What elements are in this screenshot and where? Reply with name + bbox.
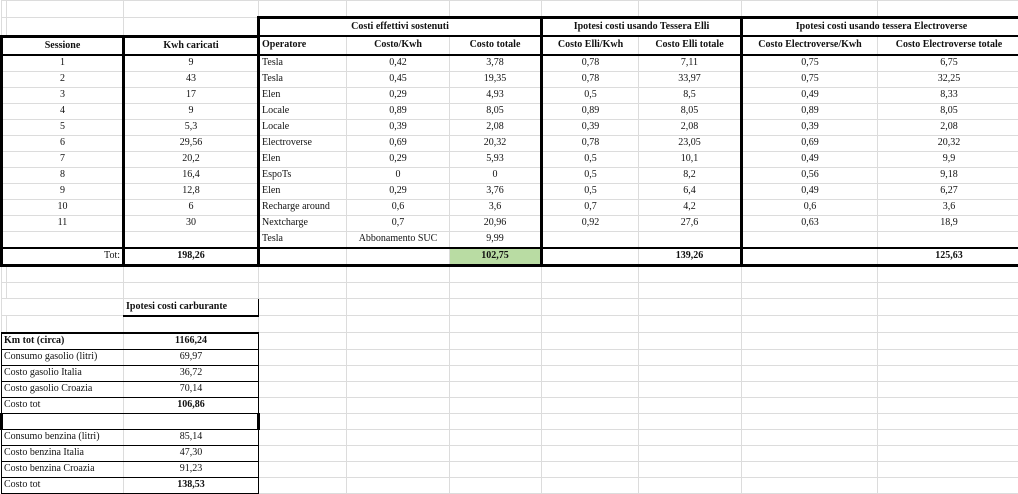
cell-elli-kwh[interactable]: 0,5 (542, 183, 639, 199)
cell-elli-totale[interactable]: 8,5 (639, 87, 742, 103)
cell-costo-kwh[interactable]: 0,45 (347, 71, 450, 87)
fuel-gasolio-label[interactable]: Costo tot (2, 397, 124, 413)
cell-ev-totale[interactable]: 18,9 (878, 215, 1018, 231)
total-ev-totale[interactable]: 125,63 (878, 248, 1018, 266)
total-label[interactable]: Tot: (2, 248, 124, 266)
cell-kwh[interactable]: 17 (124, 87, 259, 103)
cell-ev-kwh[interactable]: 0,49 (742, 87, 878, 103)
cell-ev-kwh[interactable]: 0,49 (742, 183, 878, 199)
total-empty[interactable] (259, 248, 347, 266)
header-elli-kwh[interactable]: Costo Elli/Kwh (542, 36, 639, 55)
cell-ev-kwh[interactable]: 0,6 (742, 199, 878, 215)
cell-sessione[interactable]: 10 (2, 199, 124, 215)
table-row (2, 183, 1018, 199)
cell-ev-totale[interactable]: 8,05 (878, 103, 1018, 119)
header-operatore[interactable]: Operatore (259, 36, 347, 55)
table-row (2, 215, 1018, 231)
table-row (2, 333, 1018, 350)
table-row (2, 135, 1018, 151)
cell-sessione[interactable]: 2 (2, 71, 124, 87)
cell-sessione[interactable]: 3 (2, 87, 124, 103)
cell-ev-totale[interactable]: 6,27 (878, 183, 1018, 199)
cell-sessione[interactable]: 1 (2, 55, 124, 72)
table-row (2, 365, 1018, 381)
cell-costo-totale[interactable]: 19,35 (450, 71, 542, 87)
cell-kwh[interactable]: 9 (124, 103, 259, 119)
cell-elli-totale[interactable]: 8,2 (639, 167, 742, 183)
total-kwh[interactable]: 198,26 (124, 248, 259, 266)
cell-elli-kwh[interactable]: 0,5 (542, 87, 639, 103)
fuel-gasolio-value[interactable]: 106,86 (124, 397, 259, 413)
table-row (2, 167, 1018, 183)
cell-elli-totale[interactable]: 8,05 (639, 103, 742, 119)
cell-operatore[interactable]: Nextcharge (259, 215, 347, 231)
total-empty[interactable] (347, 248, 450, 266)
cell-elli-totale[interactable]: 2,08 (639, 119, 742, 135)
cell-sessione[interactable]: 7 (2, 151, 124, 167)
cell-operatore[interactable]: Elen (259, 87, 347, 103)
cell-operatore[interactable]: Elen (259, 183, 347, 199)
cell-kwh[interactable]: 12,8 (124, 183, 259, 199)
cell-costo-kwh[interactable]: 0,29 (347, 87, 450, 103)
cell-ev-kwh[interactable]: 0,56 (742, 167, 878, 183)
table-row (2, 397, 1018, 413)
cell-ev-kwh[interactable]: 0,39 (742, 119, 878, 135)
total-elli-totale[interactable]: 139,26 (639, 248, 742, 266)
table-row (2, 461, 1018, 477)
fuel-gasolio-value[interactable]: 69,97 (124, 349, 259, 365)
cell-costo-totale[interactable]: 8,05 (450, 103, 542, 119)
cell-sessione[interactable]: 9 (2, 183, 124, 199)
cell-costo-kwh[interactable]: 0,29 (347, 183, 450, 199)
total-costo-totale[interactable]: 102,75 (450, 248, 542, 266)
cell-kwh[interactable]: 43 (124, 71, 259, 87)
cell-sessione[interactable]: 4 (2, 103, 124, 119)
fuel-benzina-value[interactable]: 138,53 (124, 477, 259, 493)
header-costo-totale[interactable]: Costo totale (450, 36, 542, 55)
header-ev-kwh[interactable]: Costo Electroverse/Kwh (742, 36, 878, 55)
cell-elli-totale[interactable]: 23,05 (639, 135, 742, 151)
cell-ev-totale[interactable]: 20,32 (878, 135, 1018, 151)
cell-ev-totale[interactable]: 9,18 (878, 167, 1018, 183)
cell-costo-totale[interactable]: 5,93 (450, 151, 542, 167)
fuel-gasolio-label[interactable]: Consumo gasolio (litri) (2, 349, 124, 365)
cell-kwh[interactable]: 5,3 (124, 119, 259, 135)
table-row (2, 151, 1018, 167)
cell-operatore[interactable]: Locale (259, 119, 347, 135)
table-row (2, 381, 1018, 397)
cell-elli-kwh[interactable] (542, 231, 639, 248)
cell-ev-totale[interactable]: 8,33 (878, 87, 1018, 103)
cell-sessione[interactable]: 11 (2, 215, 124, 231)
fuel-km-label[interactable]: Km tot (circa) (2, 333, 124, 350)
header-kwh[interactable]: Kwh caricati (124, 36, 259, 55)
cell-elli-kwh[interactable]: 0,92 (542, 215, 639, 231)
cell-ev-kwh[interactable] (742, 231, 878, 248)
header-elli-totale[interactable]: Costo Elli totale (639, 36, 742, 55)
table-row (2, 231, 1018, 248)
cell-operatore[interactable]: Locale (259, 103, 347, 119)
table-row (2, 103, 1018, 119)
cell-elli-totale[interactable]: 27,6 (639, 215, 742, 231)
table-row (2, 445, 1018, 461)
cell-operatore[interactable]: Tesla (259, 71, 347, 87)
cell-costo-totale[interactable]: 20,96 (450, 215, 542, 231)
cell-costo-kwh[interactable]: 0,39 (347, 119, 450, 135)
cell-costo-kwh[interactable]: 0,7 (347, 215, 450, 231)
cell-ev-kwh[interactable]: 0,69 (742, 135, 878, 151)
cell-costo-totale[interactable]: 4,93 (450, 87, 542, 103)
cell-elli-totale[interactable] (639, 231, 742, 248)
cell-operatore[interactable]: Tesla (259, 55, 347, 72)
fuel-gasolio-label[interactable]: Costo gasolio Italia (2, 365, 124, 381)
header-ev-totale[interactable]: Costo Electroverse totale (878, 36, 1018, 55)
fuel-benzina-label[interactable]: Costo benzina Croazia (2, 461, 124, 477)
cell-costo-totale[interactable]: 3,78 (450, 55, 542, 72)
cell-ev-totale[interactable] (878, 231, 1018, 248)
cell-kwh[interactable]: 30 (124, 215, 259, 231)
cell-costo-totale[interactable]: 9,99 (450, 231, 542, 248)
cell-sessione[interactable]: 8 (2, 167, 124, 183)
cell-elli-totale[interactable]: 33,97 (639, 71, 742, 87)
cell-kwh[interactable]: 29,56 (124, 135, 259, 151)
cell-ev-kwh[interactable]: 0,75 (742, 55, 878, 72)
cell-costo-totale[interactable]: 2,08 (450, 119, 542, 135)
header-sessione[interactable]: Sessione (2, 36, 124, 55)
total-empty[interactable] (542, 248, 639, 266)
cell-elli-kwh[interactable]: 0,39 (542, 119, 639, 135)
header-costo-kwh[interactable]: Costo/Kwh (347, 36, 450, 55)
cell-ev-kwh[interactable]: 0,49 (742, 151, 878, 167)
cell-costo-kwh[interactable]: 0,6 (347, 199, 450, 215)
group-header-effettivi[interactable]: Costi effettivi sostenuti (259, 18, 542, 37)
cell-ev-totale[interactable]: 3,6 (878, 199, 1018, 215)
cell-ev-kwh[interactable]: 0,63 (742, 215, 878, 231)
cell-elli-totale[interactable]: 4,2 (639, 199, 742, 215)
table-row (2, 87, 1018, 103)
fuel-gasolio-value[interactable]: 36,72 (124, 365, 259, 381)
fuel-separator[interactable] (2, 413, 124, 429)
cell-elli-totale[interactable]: 10,1 (639, 151, 742, 167)
cell-elli-kwh[interactable]: 0,5 (542, 167, 639, 183)
cell-sessione[interactable] (2, 231, 124, 248)
fuel-benzina-value[interactable]: 91,23 (124, 461, 259, 477)
cell-operatore[interactable]: Recharge around (259, 199, 347, 215)
cell-costo-totale[interactable]: 0 (450, 167, 542, 183)
fuel-km-value[interactable]: 1166,24 (124, 333, 259, 350)
fuel-benzina-value[interactable]: 85,14 (124, 429, 259, 445)
fuel-separator[interactable] (124, 413, 259, 429)
table-row (2, 349, 1018, 365)
cell-operatore[interactable]: Electroverse (259, 135, 347, 151)
table-row (2, 413, 1018, 429)
cell-ev-totale[interactable]: 6,75 (878, 55, 1018, 72)
cell-ev-kwh[interactable]: 0,89 (742, 103, 878, 119)
cell-costo-kwh[interactable]: 0,69 (347, 135, 450, 151)
cell-kwh[interactable]: 9 (124, 55, 259, 72)
cell-costo-kwh[interactable]: 0,89 (347, 103, 450, 119)
table-row (2, 199, 1018, 215)
cell-elli-kwh[interactable]: 0,78 (542, 71, 639, 87)
cell-operatore[interactable]: EspoTs (259, 167, 347, 183)
cell-elli-kwh[interactable]: 0,78 (542, 135, 639, 151)
cell-sessione[interactable]: 5 (2, 119, 124, 135)
fuel-title[interactable]: Ipotesi costi carburante (124, 298, 259, 316)
cell-elli-kwh[interactable]: 0,7 (542, 199, 639, 215)
fuel-benzina-label[interactable]: Consumo benzina (litri) (2, 429, 124, 445)
cell-ev-totale[interactable]: 2,08 (878, 119, 1018, 135)
cell-elli-kwh[interactable]: 0,89 (542, 103, 639, 119)
cell-costo-kwh[interactable]: 0,42 (347, 55, 450, 72)
cell-costo-kwh[interactable]: 0,29 (347, 151, 450, 167)
cell-kwh[interactable] (124, 231, 259, 248)
cell-kwh[interactable]: 20,2 (124, 151, 259, 167)
fuel-gasolio-value[interactable]: 70,14 (124, 381, 259, 397)
cell-kwh[interactable]: 6 (124, 199, 259, 215)
cell-ev-kwh[interactable]: 0,75 (742, 71, 878, 87)
cell-costo-kwh[interactable]: Abbonamento SUC (347, 231, 450, 248)
cell-elli-kwh[interactable]: 0,78 (542, 55, 639, 72)
cell-operatore[interactable]: Tesla (259, 231, 347, 248)
group-header-electroverse[interactable]: Ipotesi costi usando tessera Electroverse (742, 18, 1018, 37)
cell-kwh[interactable]: 16,4 (124, 167, 259, 183)
cell-elli-totale[interactable]: 7,11 (639, 55, 742, 72)
fuel-benzina-label[interactable]: Costo tot (2, 477, 124, 493)
table-row (2, 477, 1018, 493)
total-empty[interactable] (742, 248, 878, 266)
cell-sessione[interactable]: 6 (2, 135, 124, 151)
cell-elli-kwh[interactable]: 0,5 (542, 151, 639, 167)
table-row (2, 248, 1018, 266)
group-header-elli[interactable]: Ipotesi costi usando Tessera Elli (542, 18, 742, 37)
fuel-benzina-label[interactable]: Costo benzina Italia (2, 445, 124, 461)
cell-ev-totale[interactable]: 9,9 (878, 151, 1018, 167)
cell-costo-totale[interactable]: 3,76 (450, 183, 542, 199)
table-row (2, 119, 1018, 135)
cell-costo-totale[interactable]: 3,6 (450, 199, 542, 215)
cell-costo-kwh[interactable]: 0 (347, 167, 450, 183)
fuel-benzina-value[interactable]: 47,30 (124, 445, 259, 461)
cell-operatore[interactable]: Elen (259, 151, 347, 167)
cell-costo-totale[interactable]: 20,32 (450, 135, 542, 151)
table-row (2, 429, 1018, 445)
cell-ev-totale[interactable]: 32,25 (878, 71, 1018, 87)
table-row (2, 71, 1018, 87)
cell-elli-totale[interactable]: 6,4 (639, 183, 742, 199)
fuel-gasolio-label[interactable]: Costo gasolio Croazia (2, 381, 124, 397)
table-row (2, 55, 1018, 72)
